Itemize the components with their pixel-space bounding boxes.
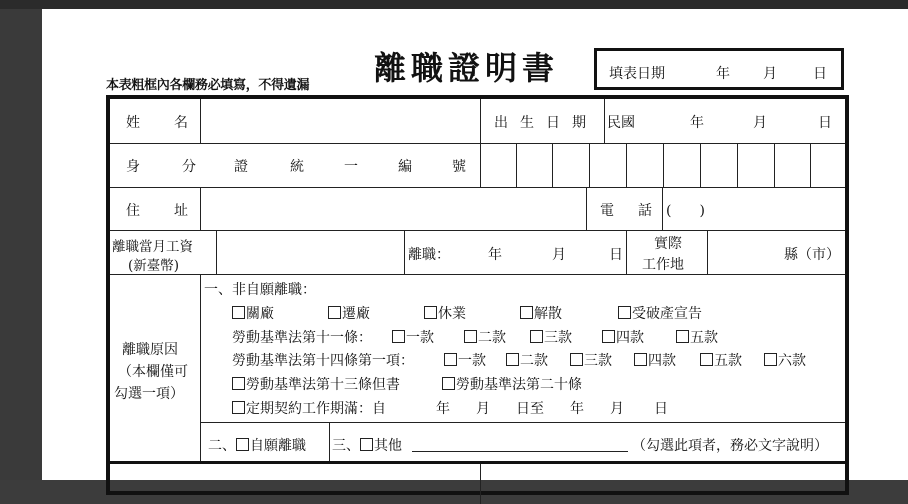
reason-label-line2: （本欄僅可: [118, 364, 188, 380]
checkbox[interactable]: [520, 306, 533, 319]
id-digit-fields[interactable]: [482, 145, 844, 185]
leave-month: 月: [552, 247, 566, 263]
art14-label: 勞動基準法第十四條第一項：: [232, 353, 414, 369]
checkbox[interactable]: [232, 377, 245, 390]
contract-month: 月: [476, 401, 490, 417]
checkbox[interactable]: [634, 353, 647, 366]
art14-item-1[interactable]: 一款: [444, 350, 486, 370]
fill-date-month: 月: [763, 66, 777, 82]
checkbox[interactable]: [618, 306, 631, 319]
art14-item-5[interactable]: 五款: [700, 350, 742, 370]
id-label-2: 分: [182, 159, 196, 175]
birth-era: 民國: [607, 115, 635, 131]
id-label-1: 身: [126, 159, 140, 175]
workplace-label-line2: 工作地: [642, 257, 684, 273]
viewer-top-bar: [0, 0, 908, 9]
other-explanation-line[interactable]: [412, 451, 628, 452]
wage-field[interactable]: [218, 232, 402, 272]
art14-item-4[interactable]: 四款: [634, 350, 676, 370]
id-label-6: 編: [398, 159, 412, 175]
wage-label-line1: 離職當月工資: [112, 239, 193, 255]
option-contract-expiry[interactable]: 定期契約工作期滿：自: [232, 398, 386, 418]
checkbox[interactable]: [506, 353, 519, 366]
checkbox[interactable]: [442, 377, 455, 390]
option-relocation[interactable]: 遷廠: [328, 303, 370, 323]
art14-item-3[interactable]: 三款: [570, 350, 612, 370]
fill-date-day: 日: [813, 66, 827, 82]
option-voluntary[interactable]: 二、 自願離職: [208, 438, 306, 454]
art11-item-1[interactable]: 一款: [392, 327, 434, 347]
workplace-label-line1: 實際: [654, 236, 682, 252]
checkbox[interactable]: [328, 306, 341, 319]
birth-year: 年: [690, 115, 704, 131]
county-label: 縣（市）: [784, 247, 840, 263]
birth-label-3: 日: [546, 115, 560, 131]
option-bankruptcy[interactable]: 受破產宣告: [618, 303, 702, 323]
art11-label: 勞動基準法第十一條：: [232, 330, 372, 346]
leave-day: 日: [609, 247, 623, 263]
birth-month: 月: [753, 115, 767, 131]
option-dissolution[interactable]: 解散: [520, 303, 562, 323]
art11-item-2[interactable]: 二款: [464, 327, 506, 347]
checkbox[interactable]: [700, 353, 713, 366]
document-page: [42, 9, 908, 480]
checkbox[interactable]: [392, 330, 405, 343]
option-closure[interactable]: 關廠: [232, 303, 274, 323]
option-art20[interactable]: 勞動基準法第二十條: [442, 374, 582, 394]
wage-label-line2: (新臺幣): [128, 258, 180, 274]
option-other[interactable]: 三、 其他: [332, 438, 402, 454]
checkbox[interactable]: [764, 353, 777, 366]
option-art13[interactable]: 勞動基準法第十三條但書: [232, 374, 400, 394]
checkbox[interactable]: [360, 438, 373, 451]
art11-item-4[interactable]: 四款: [602, 327, 644, 347]
art11-item-3[interactable]: 三款: [530, 327, 572, 347]
involuntary-heading: 一、非自願離職：: [204, 282, 316, 298]
fill-date-year: 年: [716, 66, 730, 82]
id-label-5: 一: [344, 159, 358, 175]
birth-label-4: 期: [572, 115, 586, 131]
option-suspension[interactable]: 休業: [424, 303, 466, 323]
checkbox[interactable]: [464, 330, 477, 343]
birth-label-2: 生: [520, 115, 534, 131]
contract-year: 年: [436, 401, 450, 417]
other-note: （勾選此項者，務必文字說明）: [632, 438, 828, 454]
viewer-left-gutter: [0, 9, 42, 480]
id-label-7: 號: [452, 159, 466, 175]
address-label-1: 住: [126, 203, 140, 219]
contract-year2: 年: [570, 401, 584, 417]
reason-label-line1: 離職原因: [122, 342, 178, 358]
address-label-2: 址: [174, 203, 188, 219]
birth-day: 日: [818, 115, 832, 131]
art14-item-2[interactable]: 二款: [506, 350, 548, 370]
name-label-2: 名: [174, 115, 188, 131]
phone-label-2: 話: [638, 203, 652, 219]
phone-label-1: 電: [600, 203, 614, 219]
address-field[interactable]: [202, 189, 584, 228]
checkbox[interactable]: [530, 330, 543, 343]
checkbox[interactable]: [236, 438, 249, 451]
checkbox[interactable]: [232, 306, 245, 319]
contract-day2: 日: [654, 401, 668, 417]
checkbox[interactable]: [232, 401, 245, 414]
name-field[interactable]: [202, 101, 478, 141]
checkbox[interactable]: [570, 353, 583, 366]
checkbox[interactable]: [424, 306, 437, 319]
checkbox[interactable]: [676, 330, 689, 343]
id-label-4: 統: [290, 159, 304, 175]
form-note: 本表粗框內各欄務必填寫，不得遺漏: [106, 78, 310, 93]
leave-date-label: 離職：: [408, 247, 450, 263]
checkbox[interactable]: [444, 353, 457, 366]
form-title: 離職證明書: [374, 49, 560, 87]
checkbox[interactable]: [602, 330, 615, 343]
art11-item-5[interactable]: 五款: [676, 327, 718, 347]
leave-year: 年: [488, 247, 502, 263]
birth-label-1: 出: [494, 115, 508, 131]
art14-item-6[interactable]: 六款: [764, 350, 806, 370]
contract-from: 日至: [516, 401, 544, 417]
id-label-3: 證: [234, 159, 248, 175]
form-table: [106, 95, 849, 495]
fill-date-box: [594, 48, 844, 90]
phone-field[interactable]: ( ): [666, 203, 705, 219]
reason-label-line3: 勾選一項）: [114, 386, 184, 402]
fill-date-label: 填表日期: [609, 66, 665, 82]
name-label-1: 姓: [126, 115, 140, 131]
contract-month2: 月: [610, 401, 624, 417]
